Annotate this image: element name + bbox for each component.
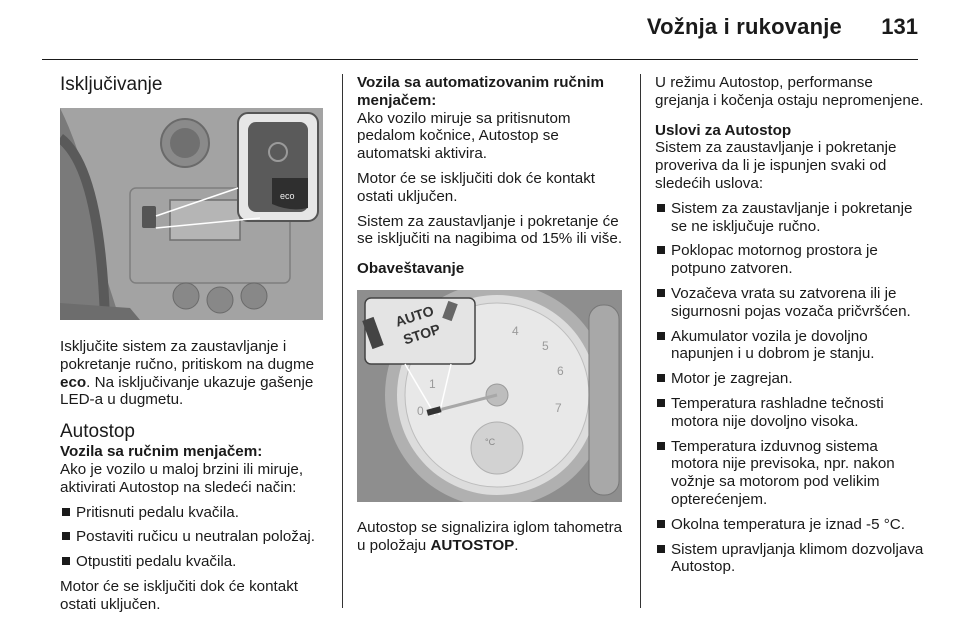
auto-label: AUTO	[393, 302, 436, 330]
tachometer-illustration	[357, 290, 622, 502]
paragraph-slope-disable: Sistem za zaustavljanje i pokretanje će se isključiti na nagibima od 15% ili više.	[357, 212, 623, 248]
bullet-square-icon	[657, 374, 665, 382]
paragraph-engine-off: Motor će se isključiti dok će kontakt ostati uključen.	[60, 577, 299, 613]
autostop-keyword: AUTOSTOP	[430, 536, 515, 554]
bullet-square-icon	[657, 332, 665, 340]
page-number: 131	[881, 14, 918, 39]
subheading-autostop-conditions: Uslovi za Autostop	[655, 121, 792, 139]
eco-button-label: eco	[280, 191, 295, 201]
list-item: Vozačeva vrata su zatvorena ili je sigurnosni pojas vozača pričvršćen.	[655, 285, 927, 321]
svg-text:°C: °C	[485, 436, 496, 447]
list-item: Otpustiti pedalu kvačila.	[60, 553, 330, 571]
paragraph-disable-manual: Isključite sistem za zaustavljanje i pokretanje ručno, pritiskom na dugme eco. Na isključivanje ukazuje gašenje LED-a u dugmetu.	[60, 338, 315, 409]
svg-text:6: 6	[557, 363, 564, 378]
paragraph-autostop-performance: U režimu Autostop, performanse grejanja i kočenja ostaju nepromenjene.	[655, 74, 924, 109]
header-rule	[42, 59, 918, 60]
eco-button-illustration	[60, 108, 323, 320]
list-item: Temperatura rashladne tečnosti motora nije dovoljno visoka.	[655, 395, 927, 431]
paragraph-engine-off-2: Motor će se isključiti dok će kontakt ostati uključen.	[357, 169, 596, 205]
bullet-square-icon	[657, 545, 665, 553]
svg-text:5: 5	[542, 338, 549, 353]
svg-text:0: 0	[417, 403, 424, 418]
subheading-manual-transmission: Vozila sa ručnim menjačem:	[60, 443, 263, 461]
section-heading-autostop: Autostop	[60, 421, 135, 443]
list-item: Sistem za zaustavljanje i pokretanje se ne isključuje ručno.	[655, 200, 927, 236]
column-3	[655, 74, 927, 576]
section-heading-iskljucivanje: Isključivanje	[60, 74, 163, 95]
dashboard-eco-svg	[60, 108, 323, 320]
svg-text:7: 7	[555, 400, 562, 415]
bullet-square-icon	[657, 204, 665, 212]
list-item: Sistem upravljanja klimom dozvoljava Autostop.	[655, 541, 927, 577]
svg-text:4: 4	[512, 323, 519, 338]
bullet-square-icon	[657, 289, 665, 297]
paragraph-auto-activation: Ako vozilo miruje sa pritisnutom pedalom kočnice, Autostop se automatski aktivira.	[357, 109, 571, 163]
list-item: Postaviti ručicu u neutralan položaj.	[60, 528, 330, 546]
bullet-square-icon	[657, 399, 665, 407]
list-item: Akumulator vozila je dovoljno napunjen i u dobrom je stanju.	[655, 328, 927, 364]
bullet-square-icon	[657, 442, 665, 450]
paragraph-activate-autostop: Ako je vozilo u maloj brzini ili miruje, aktivirati Autostop na sledeći način:	[60, 460, 304, 496]
list-activation-steps	[60, 504, 330, 571]
list-autostop-conditions	[655, 200, 927, 576]
list-item: Pritisnuti pedalu kvačila.	[60, 504, 330, 522]
list-item: Motor je zagrejan.	[655, 370, 927, 388]
page-header-title: Vožnja i rukovanje	[646, 14, 842, 39]
column-divider-1	[342, 74, 343, 608]
list-item: Okolna temperatura je iznad -5 °C.	[655, 516, 927, 534]
bullet-square-icon	[62, 508, 70, 516]
list-item: Temperatura izduvnog sistema motora nije previsoka, npr. nakon vožnje sa motorom pod velikim opterećenjem.	[655, 438, 927, 509]
paragraph-conditions-intro: Sistem za zaustavljanje i pokretanje proveriva da li je ispunjen svaki od sledećih uslova:	[655, 139, 897, 192]
notice-heading: Obaveštavanje	[357, 260, 465, 278]
column-2	[357, 74, 627, 555]
list-item: Poklopac motornog prostora je potpuno zatvoren.	[655, 242, 927, 278]
svg-text:1: 1	[429, 376, 436, 391]
paragraph-autostop-indicator: Autostop se signalizira iglom tahometra u položaju AUTOSTOP.	[357, 518, 623, 554]
stop-label: STOP	[401, 320, 443, 348]
eco-keyword: eco	[60, 373, 87, 391]
bullet-square-icon	[62, 557, 70, 565]
bullet-square-icon	[62, 532, 70, 540]
subheading-automated-transmission: Vozila sa automatizovanim ručnim menjačem:	[357, 74, 604, 109]
column-divider-2	[640, 74, 641, 608]
bullet-square-icon	[657, 520, 665, 528]
bullet-square-icon	[657, 246, 665, 254]
column-1	[60, 74, 330, 614]
